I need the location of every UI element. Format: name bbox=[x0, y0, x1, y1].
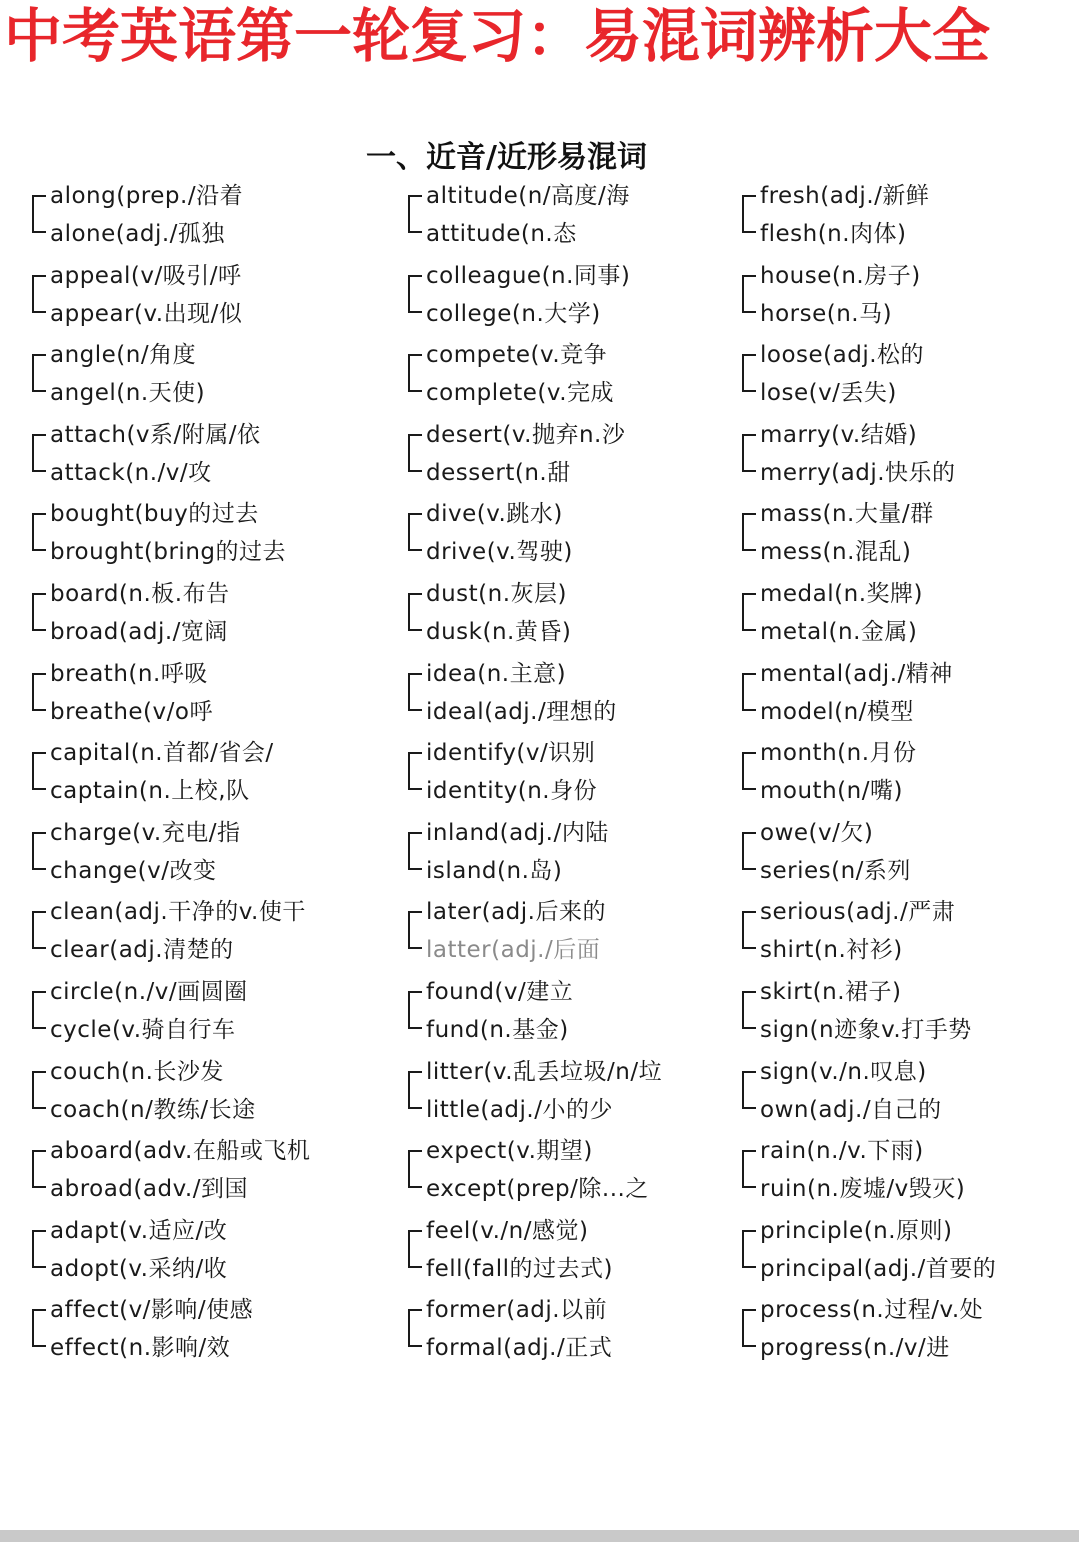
word-pair bbox=[30, 180, 360, 247]
word-entry: principal(adj./首要的 bbox=[760, 1255, 997, 1282]
word-entry: litter(v.乱丢垃圾/n/垃 bbox=[426, 1058, 663, 1085]
word-entry: attitude(n.态 bbox=[426, 221, 577, 247]
word-entry: identify(v/识别 bbox=[426, 740, 596, 767]
word-entry: college(n.大学) bbox=[426, 300, 601, 327]
bracket-line bbox=[742, 275, 756, 313]
word-entry: angle(n/角度 bbox=[50, 342, 197, 369]
word-pair bbox=[406, 419, 706, 486]
word-entry: island(n.岛) bbox=[426, 857, 563, 884]
word-entry: merry(adj.快乐的 bbox=[760, 459, 956, 486]
word-entry: mess(n.混乱) bbox=[760, 539, 912, 566]
word-entry: attach(v系/附属/依 bbox=[50, 421, 261, 448]
word-entry: desert(v.抛弃n.沙 bbox=[426, 421, 626, 448]
bracket-line bbox=[408, 434, 422, 472]
word-pair bbox=[406, 1135, 706, 1203]
bracket-line bbox=[32, 673, 46, 711]
word-pair bbox=[740, 339, 1040, 407]
word-entry: attack(n./v/攻 bbox=[50, 459, 212, 486]
word-entry: lose(v/丢失) bbox=[760, 380, 897, 407]
word-pair bbox=[406, 1215, 706, 1282]
bracket-line bbox=[32, 434, 46, 472]
word-entry: coach(n/教练/长途 bbox=[50, 1096, 256, 1123]
word-entry: medal(n.奖牌) bbox=[760, 581, 923, 607]
word-entry: appeal(v/吸引/呼 bbox=[50, 262, 242, 289]
word-entry: cycle(v.骑自行车 bbox=[50, 1017, 236, 1043]
word-pair bbox=[406, 498, 706, 566]
word-entry: metal(n.金属) bbox=[760, 619, 918, 645]
bracket-line bbox=[408, 832, 422, 870]
word-entry: progress(n./v/进 bbox=[760, 1335, 950, 1362]
word-pair bbox=[406, 658, 706, 725]
word-entry: house(n.房子) bbox=[760, 262, 921, 289]
word-pair bbox=[740, 1135, 1040, 1203]
word-entry: former(adj.以前 bbox=[426, 1297, 608, 1324]
bracket-line bbox=[32, 1071, 46, 1109]
word-entry: dusk(n.黄昏) bbox=[426, 619, 572, 645]
word-entry: appear(v.出现/似 bbox=[50, 300, 243, 327]
word-pair bbox=[406, 817, 706, 884]
bracket-line bbox=[742, 195, 756, 233]
bracket-line bbox=[32, 991, 46, 1029]
bottom-divider bbox=[0, 1530, 1079, 1542]
word-entry: drive(v.驾驶) bbox=[426, 539, 573, 566]
word-entry: ruin(n.废墟/v毁灭) bbox=[760, 1176, 966, 1203]
bracket-line bbox=[32, 593, 46, 631]
word-pair bbox=[30, 1294, 360, 1362]
word-entry: horse(n.马) bbox=[760, 300, 893, 327]
word-pair bbox=[30, 339, 360, 407]
word-entry: model(n/模型 bbox=[760, 698, 914, 725]
word-entry: loose(adj.松的 bbox=[760, 342, 925, 369]
bracket-line bbox=[408, 275, 422, 313]
bracket-line bbox=[408, 195, 422, 233]
word-entry: feel(v./n/感觉) bbox=[426, 1217, 589, 1244]
word-pair bbox=[30, 896, 360, 964]
bracket-line bbox=[408, 1150, 422, 1188]
bracket-line bbox=[32, 513, 46, 551]
bracket-line bbox=[742, 434, 756, 472]
word-pair bbox=[30, 260, 360, 327]
word-entry: fresh(adj./新鲜 bbox=[760, 183, 930, 209]
word-pair bbox=[30, 658, 360, 725]
bracket-line bbox=[742, 1309, 756, 1347]
word-entry: change(v/改变 bbox=[50, 857, 217, 884]
word-entry: month(n.月份 bbox=[760, 740, 917, 767]
word-pair bbox=[740, 896, 1040, 964]
word-entry: series(n/系列 bbox=[760, 857, 911, 884]
bracket-line bbox=[408, 593, 422, 631]
page-title: 中考英语第一轮复习：易混词辨析大全 bbox=[4, 2, 991, 70]
word-entry: charge(v.充电/指 bbox=[50, 819, 241, 846]
word-entry: later(adj.后来的 bbox=[426, 899, 606, 926]
bracket-line bbox=[742, 832, 756, 870]
word-entry: angel(n.天使) bbox=[50, 380, 206, 407]
word-pair bbox=[406, 976, 706, 1043]
word-pair bbox=[740, 817, 1040, 884]
word-entry: own(adj./自己的 bbox=[760, 1096, 942, 1123]
word-entry: adopt(v.采纳/收 bbox=[50, 1255, 228, 1282]
word-pair bbox=[740, 1294, 1040, 1362]
word-pair bbox=[740, 1215, 1040, 1282]
word-pair bbox=[406, 578, 706, 645]
bracket-line bbox=[742, 991, 756, 1029]
word-pair bbox=[406, 737, 706, 805]
bracket-line bbox=[408, 1309, 422, 1347]
bracket-line bbox=[742, 593, 756, 631]
word-entry: clean(adj.干净的v.使干 bbox=[50, 899, 306, 926]
bracket-line bbox=[742, 911, 756, 949]
word-pair bbox=[406, 1056, 706, 1123]
word-pair bbox=[30, 1056, 360, 1123]
word-entry: shirt(n.衬衫) bbox=[760, 937, 903, 964]
word-entry: flesh(n.肉体) bbox=[760, 221, 907, 247]
word-entry: clear(adj.清楚的 bbox=[50, 937, 234, 964]
word-entry: marry(v.结婚) bbox=[760, 421, 918, 448]
word-pair bbox=[406, 180, 706, 247]
bracket-line bbox=[32, 1150, 46, 1188]
bracket-line bbox=[32, 354, 46, 392]
word-entry: along(prep./沿着 bbox=[50, 183, 244, 209]
word-pair bbox=[740, 976, 1040, 1043]
word-entry: circle(n./v/画圆圈 bbox=[50, 979, 248, 1005]
bracket-line bbox=[408, 673, 422, 711]
word-entry: dessert(n.甜 bbox=[426, 459, 571, 486]
word-pair bbox=[406, 896, 706, 964]
word-entry: except(prep/除...之 bbox=[426, 1176, 649, 1203]
word-entry: serious(adj./严肃 bbox=[760, 899, 956, 926]
word-pair bbox=[406, 1294, 706, 1362]
word-pair bbox=[740, 498, 1040, 566]
word-entry: aboard(adv.在船或飞机 bbox=[50, 1138, 311, 1165]
bracket-line bbox=[408, 991, 422, 1029]
word-entry: brought(bring的过去 bbox=[50, 539, 286, 566]
bracket-line bbox=[742, 752, 756, 790]
bracket-line bbox=[32, 1309, 46, 1347]
bracket-line bbox=[32, 911, 46, 949]
bracket-line bbox=[742, 354, 756, 392]
word-pair bbox=[30, 578, 360, 645]
word-pair bbox=[30, 419, 360, 486]
word-entry: compete(v.竞争 bbox=[426, 342, 608, 369]
bracket-line bbox=[408, 911, 422, 949]
word-pair bbox=[30, 498, 360, 566]
bracket-line bbox=[408, 354, 422, 392]
word-entry: process(n.过程/v.处 bbox=[760, 1297, 984, 1324]
word-pair bbox=[740, 419, 1040, 486]
word-entry: fund(n.基金) bbox=[426, 1017, 569, 1043]
bracket-line bbox=[32, 275, 46, 313]
word-entry: effect(n.影响/效 bbox=[50, 1335, 231, 1362]
bracket-line bbox=[408, 1071, 422, 1109]
word-entry: broad(adj./宽阔 bbox=[50, 619, 228, 645]
word-entry: adapt(v.适应/改 bbox=[50, 1217, 228, 1244]
word-pair bbox=[30, 737, 360, 805]
word-entry: rain(n./v.下雨) bbox=[760, 1138, 924, 1165]
word-pair bbox=[740, 1056, 1040, 1123]
word-entry: identity(n.身份 bbox=[426, 778, 598, 805]
word-pair bbox=[30, 1135, 360, 1203]
bracket-line bbox=[742, 1150, 756, 1188]
word-entry: owe(v/欠) bbox=[760, 819, 874, 846]
bracket-line bbox=[742, 673, 756, 711]
word-entry: bought(buy的过去 bbox=[50, 501, 259, 528]
bracket-line bbox=[32, 1230, 46, 1268]
word-entry: dust(n.灰层) bbox=[426, 581, 568, 607]
word-entry: expect(v.期望) bbox=[426, 1138, 593, 1165]
word-pair bbox=[740, 737, 1040, 805]
word-entry: dive(v.跳水) bbox=[426, 501, 563, 528]
word-pair bbox=[30, 976, 360, 1043]
section-heading: 一、近音/近形易混词 bbox=[366, 140, 647, 175]
word-entry: formal(adj./正式 bbox=[426, 1335, 613, 1362]
bracket-line bbox=[742, 513, 756, 551]
word-entry: abroad(adv./到国 bbox=[50, 1176, 248, 1203]
word-entry: captain(n.上校,队 bbox=[50, 778, 250, 805]
word-entry: ideal(adj./理想的 bbox=[426, 698, 617, 725]
word-entry: latter(adj./后面 bbox=[426, 937, 601, 964]
word-pair bbox=[740, 578, 1040, 645]
word-entry: sign(n迹象v.打手势 bbox=[760, 1017, 972, 1043]
bracket-line bbox=[742, 1071, 756, 1109]
word-entry: principle(n.原则) bbox=[760, 1217, 953, 1244]
bracket-line bbox=[32, 832, 46, 870]
bracket-line bbox=[408, 513, 422, 551]
word-entry: board(n.板.布告 bbox=[50, 581, 230, 607]
bracket-line bbox=[742, 1230, 756, 1268]
bracket-line bbox=[32, 195, 46, 233]
word-pair bbox=[30, 1215, 360, 1282]
word-entry: mouth(n/嘴) bbox=[760, 778, 903, 805]
word-pair bbox=[30, 817, 360, 884]
word-entry: found(v/建立 bbox=[426, 979, 574, 1005]
word-entry: affect(v/影响/使感 bbox=[50, 1297, 254, 1324]
word-entry: breathe(v/o呼 bbox=[50, 698, 213, 725]
word-pair bbox=[740, 658, 1040, 725]
word-pair bbox=[406, 260, 706, 327]
word-entry: alone(adj./孤独 bbox=[50, 221, 225, 247]
word-entry: altitude(n/高度/海 bbox=[426, 183, 630, 209]
word-entry: idea(n.主意) bbox=[426, 660, 567, 687]
word-entry: little(adj./小的少 bbox=[426, 1096, 613, 1123]
word-entry: fell(fall的过去式) bbox=[426, 1255, 613, 1282]
word-pair bbox=[406, 339, 706, 407]
bracket-line bbox=[408, 1230, 422, 1268]
bracket-line bbox=[408, 752, 422, 790]
word-entry: mass(n.大量/群 bbox=[760, 501, 934, 528]
word-entry: complete(v.完成 bbox=[426, 380, 615, 407]
word-entry: sign(v./n.叹息) bbox=[760, 1058, 927, 1085]
word-entry: breath(n.呼吸 bbox=[50, 660, 208, 687]
word-pair bbox=[740, 180, 1040, 247]
bracket-line bbox=[32, 752, 46, 790]
word-pair bbox=[740, 260, 1040, 327]
word-entry: skirt(n.裙子) bbox=[760, 979, 902, 1005]
word-entry: colleague(n.同事) bbox=[426, 262, 631, 289]
word-entry: capital(n.首都/省会/ bbox=[50, 740, 274, 767]
word-entry: couch(n.长沙发 bbox=[50, 1058, 224, 1085]
word-entry: inland(adj./内陆 bbox=[426, 819, 609, 846]
word-entry: mental(adj./精神 bbox=[760, 660, 953, 687]
